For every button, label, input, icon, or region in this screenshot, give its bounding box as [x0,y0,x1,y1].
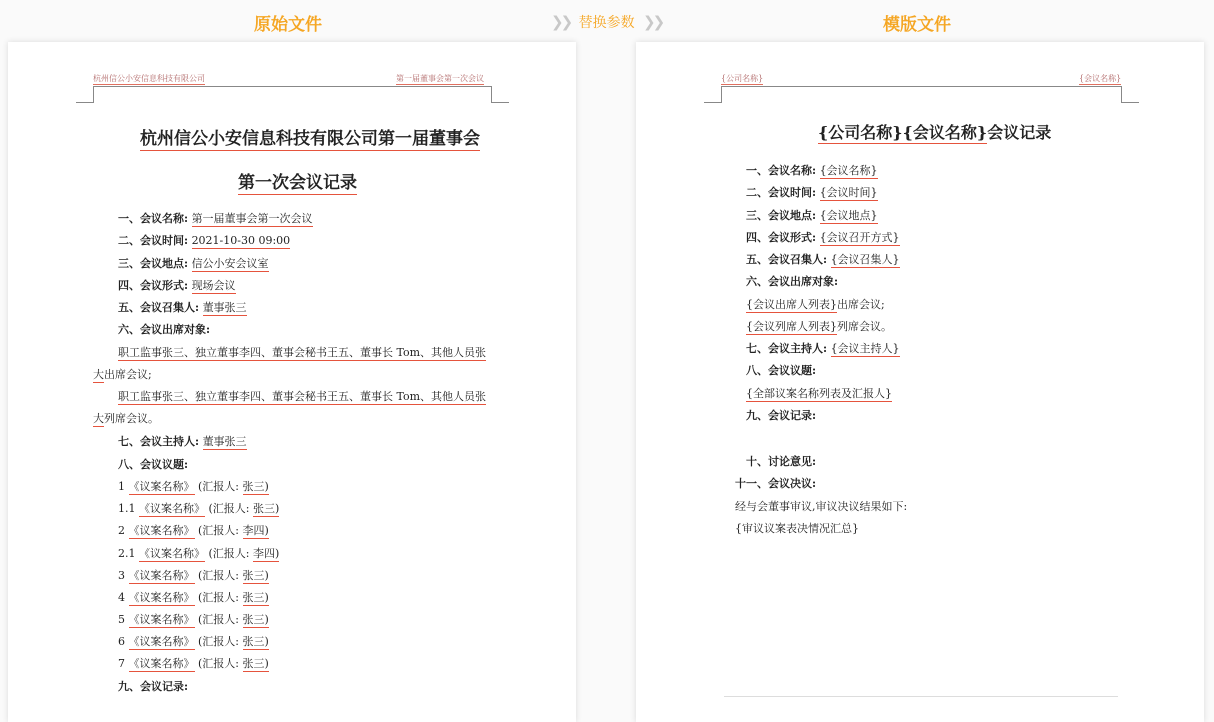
observers-suffix: 列席会议。 [104,412,159,425]
field-value: {会议名称} [819,164,878,177]
observers-list-cont: 大 [93,412,104,425]
field-label: 五、会议召集人: [118,301,200,314]
title-suffix: 会议记录 [987,123,1052,142]
field-label: 八、会议议题: [746,364,817,377]
original-header-left: 杭州信公小安信息科技有限公司 [93,74,205,83]
field-host [118,435,247,449]
field-label: 五、会议召集人: [746,253,828,266]
field-label: 七、会议主持人: [118,435,200,448]
field-value: {会议地点} [819,209,878,222]
topic-item: 4 《议案名称》 (汇报人: 张三) [118,591,269,604]
field-label: 十一、会议决议: [735,477,817,490]
field-value: {会议召集人} [830,253,900,266]
observers-suffix: 列席会议。 [837,320,892,333]
field-value: 现场会议 [191,279,236,292]
field-value: 第一届董事会第一次会议 [191,212,313,225]
topics-placeholder: {全部议案名称列表及汇报人} [746,387,892,400]
document-title [140,124,480,149]
template-document-page [636,42,1204,722]
decision-text [735,500,907,514]
original-header-right: 第一届董事会第一次会议 [396,74,484,83]
observers-list: 职工监事张三、独立董事李四、董事会秘书王五、董事长 Tom、其他人员张 [118,390,487,403]
header-corner [1121,102,1139,103]
field-meeting-time [746,186,878,200]
field-label: 一、会议名称: [746,164,817,177]
title-line2: 第一次会议记录 [238,173,357,193]
field-meeting-time [118,234,290,248]
header-corner [721,86,722,102]
field-label: 七、会议主持人: [746,342,828,355]
field-attendees [118,323,210,337]
field-label: 四、会议形式: [746,231,817,244]
field-label: 二、会议时间: [118,234,189,247]
field-convener [746,253,900,267]
field-discussion [746,455,816,469]
attendees-line [118,346,486,360]
observers-line-cont [93,412,159,426]
document-title [818,120,1051,143]
field-label: 八、会议议题: [118,458,189,471]
attendees-suffix: 出席会议; [837,298,885,311]
original-document-page [8,42,576,722]
attendees-line [746,298,885,312]
title-company: 杭州信公小安信息科技有限公司 [140,129,378,149]
field-label: 二、会议时间: [746,186,817,199]
replace-params-text: 替换参数 [578,15,635,31]
template-file-label: 模版文件 [883,15,951,35]
field-value: {会议时间} [819,186,878,199]
field-label: 三、会议地点: [118,257,189,270]
topic-item: 5 《议案名称》 (汇报人: 张三) [118,613,269,626]
field-label: 九、会议记录: [746,409,817,422]
topic-item: 6 《议案名称》 (汇报人: 张三) [118,635,269,648]
observers-line [746,320,892,334]
topic-item: 2.1 《议案名称》 (汇报人: 李四) [118,547,280,560]
field-topics [746,364,816,378]
topic-item: 1.1 《议案名称》 (汇报人: 张三) [118,502,280,515]
field-label: 四、会议形式: [118,279,189,292]
field-records [746,409,816,423]
topic-item: 7 《议案名称》 (汇报人: 张三) [118,657,269,670]
field-label: 六、会议出席对象: [118,323,211,336]
field-meeting-place [746,209,878,223]
attendees-placeholder: {会议出席人列表} [746,298,837,311]
field-host [746,342,900,356]
header-corner [76,102,94,103]
topics-line [746,387,892,401]
field-records [118,680,188,694]
field-meeting-form [746,231,900,245]
decision-sentence: 经与会董事审议,审议决议结果如下: [735,500,908,513]
title-meeting-placeholder: {会议名称} [902,123,988,142]
field-value: {会议主持人} [830,342,900,355]
topic-item: 2 《议案名称》 (汇报人: 李四) [118,524,269,537]
attendees-suffix: 出席会议; [104,368,152,381]
field-label: 六、会议出席对象: [746,275,839,288]
field-meeting-place [118,257,269,271]
field-topics [118,458,188,472]
observers-placeholder: {会议列席人列表} [746,320,837,333]
replace-params-label [551,12,662,32]
chevron-right-icon: ❯❯ [551,13,571,31]
field-value: 2021-10-30 09:00 [191,234,291,247]
header-corner [704,102,722,103]
topic-item: 1 《议案名称》 (汇报人: 张三) [118,480,269,493]
title-company-placeholder: {公司名称} [818,123,903,142]
field-meeting-name [746,164,878,178]
field-convener [118,301,247,315]
template-header-left: {公司名称} [721,74,764,83]
document-title-line2 [238,168,357,193]
decision-value [735,522,859,536]
attendees-line-cont [93,368,152,382]
header-corner [1121,86,1122,102]
field-value: {会议召开方式} [819,231,900,244]
topic-item: 3 《议案名称》 (汇报人: 张三) [118,569,269,582]
field-label: 三、会议地点: [746,209,817,222]
field-resolution [735,477,816,491]
original-file-label: 原始文件 [254,15,322,35]
title-board: 第一届董事会 [378,129,480,149]
field-value: 信公小安会议室 [191,257,269,270]
footer-rule [724,696,1118,697]
field-label: 十、讨论意见: [746,455,817,468]
header-rule [721,86,1121,87]
header-rule [93,86,491,87]
field-label: 九、会议记录: [118,680,189,693]
field-meeting-name [118,212,313,226]
field-value: 董事张三 [202,301,247,314]
header-corner [93,86,94,102]
decision-placeholder: {审议议案表决情况汇总} [735,522,859,535]
field-label: 一、会议名称: [118,212,189,225]
header-corner [491,86,492,102]
header-corner [491,102,509,103]
attendees-list-cont: 大 [93,368,104,381]
field-value: 董事张三 [202,435,247,448]
chevron-right-icon: ❯❯ [643,13,663,31]
template-header-right: {会议名称} [1079,74,1122,83]
observers-line [118,390,486,404]
field-meeting-form [118,279,236,293]
field-attendees [746,275,838,289]
attendees-list: 职工监事张三、独立董事李四、董事会秘书王五、董事长 Tom、其他人员张 [118,346,487,359]
